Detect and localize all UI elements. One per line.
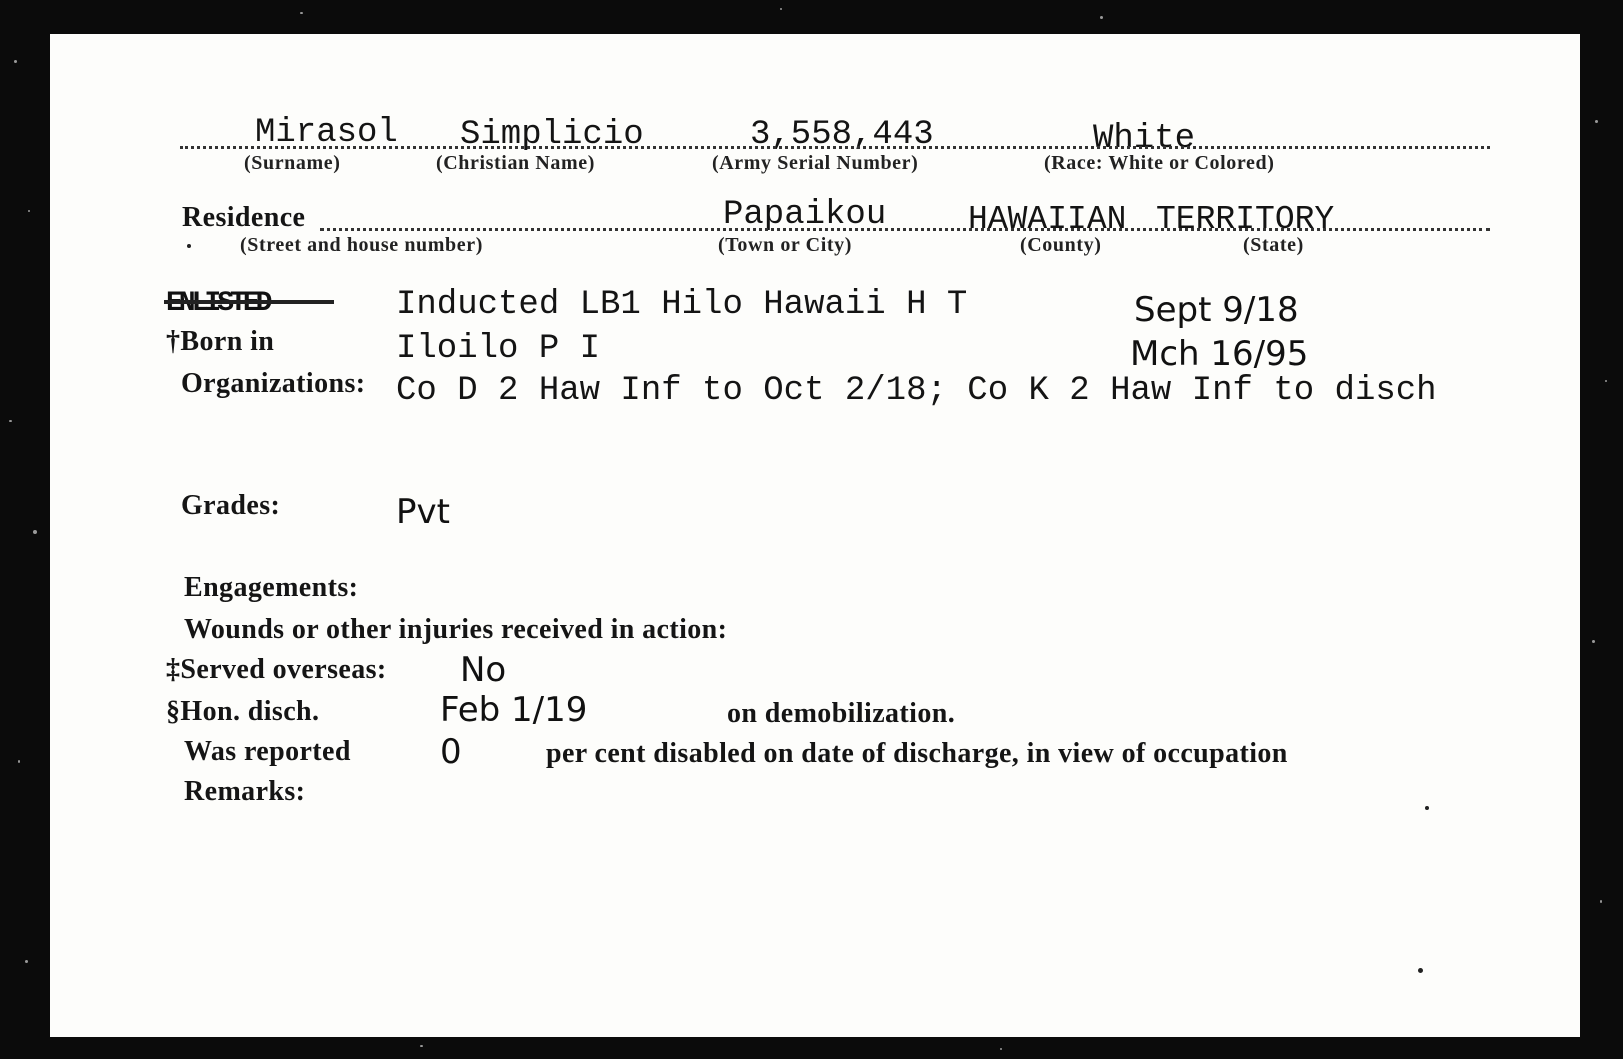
organizations-value: Co D 2 Haw Inf to Oct 2/18; Co K 2 Haw Inf to disch bbox=[396, 372, 1437, 410]
scan-speck bbox=[420, 1045, 423, 1047]
born-date-value: Mch 16/95 bbox=[1130, 334, 1309, 374]
scan-speck bbox=[1000, 1048, 1002, 1050]
hon-disch-label: §Hon. disch. bbox=[166, 696, 320, 727]
scan-speck bbox=[33, 530, 37, 534]
name-dotted-line bbox=[180, 146, 1490, 149]
grades-value: Pvt bbox=[396, 492, 450, 532]
percent-disabled-value: 0 bbox=[440, 732, 462, 772]
remarks-label: Remarks: bbox=[184, 776, 306, 807]
residence-state-value: TERRITORY bbox=[1156, 201, 1335, 238]
town-caption: (Town or City) bbox=[718, 234, 852, 256]
residence-label: Residence bbox=[182, 202, 306, 233]
served-overseas-value: No bbox=[460, 650, 507, 690]
per-cent-disabled-text: per cent disabled on date of discharge, in view of occupation bbox=[546, 738, 1288, 769]
engagements-label: Engagements: bbox=[184, 572, 359, 603]
stray-mark bbox=[1418, 968, 1423, 973]
strike-through-mark bbox=[164, 300, 334, 304]
scan-speck bbox=[28, 210, 30, 212]
stray-mark bbox=[187, 244, 191, 248]
inducted-value: Inducted LB1 Hilo Hawaii H T bbox=[396, 286, 968, 324]
scan-speck bbox=[1595, 120, 1598, 123]
grades-label: Grades: bbox=[181, 490, 281, 521]
hon-disch-date-value: Feb 1/19 bbox=[440, 690, 588, 730]
residence-county-value: HAWAIIAN bbox=[968, 201, 1127, 238]
race-caption: (Race: White or Colored) bbox=[1044, 152, 1275, 174]
wounds-label: Wounds or other injuries received in action: bbox=[184, 614, 728, 645]
stray-mark bbox=[1425, 806, 1429, 810]
inducted-date-value: Sept 9/18 bbox=[1134, 290, 1299, 330]
scan-speck bbox=[1600, 900, 1602, 903]
scan-speck bbox=[1605, 380, 1607, 382]
scan-speck bbox=[9, 420, 12, 422]
was-reported-label: Was reported bbox=[184, 736, 351, 767]
army-serial-caption: (Army Serial Number) bbox=[712, 152, 919, 174]
on-demobilization-text: on demobilization. bbox=[727, 698, 956, 729]
surname-value: Mirasol bbox=[255, 114, 398, 152]
scan-speck bbox=[1592, 640, 1595, 643]
army-serial-value: 3,558,443 bbox=[750, 116, 934, 154]
scan-speck bbox=[25, 960, 28, 963]
scan-speck bbox=[1100, 16, 1103, 19]
scan-speck bbox=[14, 60, 17, 63]
christian-name-caption: (Christian Name) bbox=[436, 152, 596, 174]
organizations-label: Organizations: bbox=[181, 368, 366, 399]
county-caption: (County) bbox=[1020, 234, 1102, 256]
scan-speck bbox=[780, 8, 782, 10]
residence-town-value: Papaikou bbox=[723, 196, 887, 234]
born-in-label: †Born in bbox=[166, 326, 275, 357]
scan-speck bbox=[18, 760, 20, 763]
scan-speck bbox=[300, 12, 303, 14]
residence-dotted-line bbox=[320, 228, 1490, 231]
surname-caption: (Surname) bbox=[244, 152, 341, 174]
born-in-value: Iloilo P I bbox=[396, 330, 601, 368]
street-caption: (Street and house number) bbox=[240, 234, 483, 256]
service-record-card bbox=[50, 34, 1580, 1037]
served-overseas-label: ‡Served overseas: bbox=[166, 654, 387, 685]
christian-name-value: Simplicio bbox=[460, 116, 644, 154]
race-value: White bbox=[1093, 120, 1196, 158]
state-caption: (State) bbox=[1243, 234, 1304, 256]
